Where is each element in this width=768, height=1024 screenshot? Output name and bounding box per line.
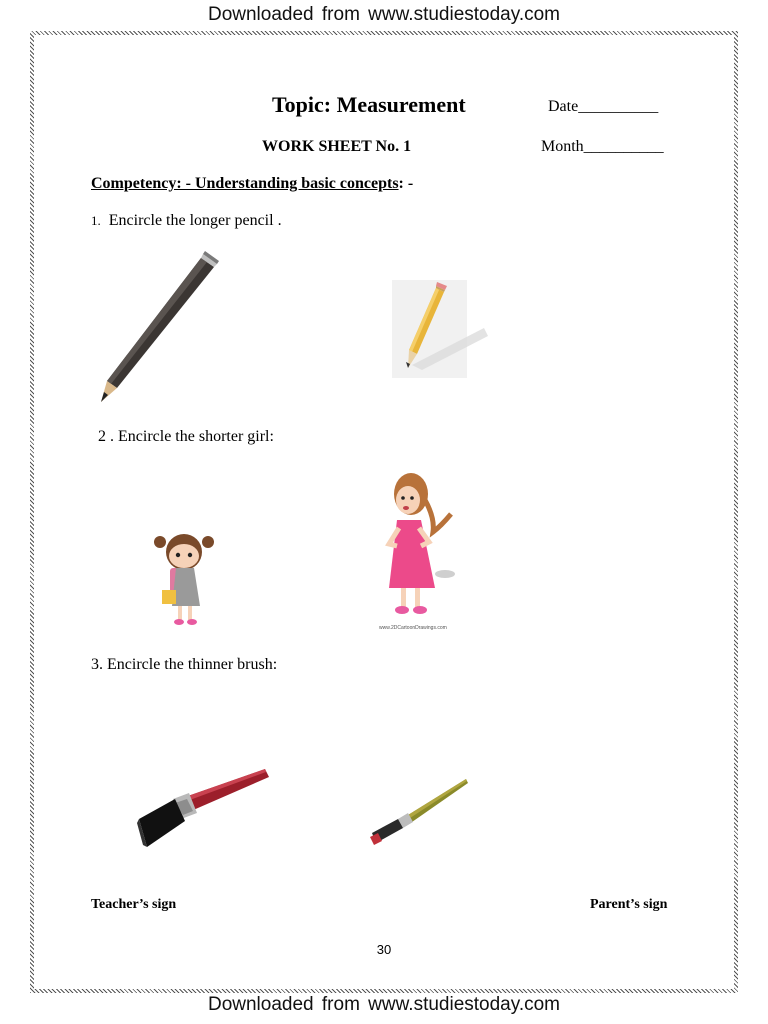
thick-brush-image bbox=[135, 765, 275, 855]
short-girl-image bbox=[148, 530, 220, 630]
long-pencil-image bbox=[95, 250, 225, 410]
parent-sign-label: Parent’s sign bbox=[590, 897, 668, 912]
month-field: Month__________ bbox=[541, 138, 664, 155]
competency-label: Competency: - Understanding basic concepts bbox=[91, 175, 399, 192]
date-field: Date__________ bbox=[548, 98, 659, 115]
competency-suffix: : - bbox=[398, 175, 414, 192]
tall-girl-image bbox=[375, 470, 465, 632]
question-2: 2 . Encircle the shorter girl: bbox=[98, 428, 274, 445]
teacher-sign-label: Teacher’s sign bbox=[91, 897, 177, 912]
worksheet-title: WORK SHEET No. 1 bbox=[262, 138, 412, 155]
thin-brush-image bbox=[368, 775, 473, 850]
question-3: 3. Encircle the thinner brush: bbox=[91, 656, 278, 673]
question-1 bbox=[91, 212, 282, 230]
page-number: 30 bbox=[376, 942, 392, 957]
download-banner-top: Downloaded from www.studiestoday.com bbox=[207, 4, 561, 25]
topic-title: Topic: Measurement bbox=[272, 92, 466, 117]
question-1-text: Encircle the longer pencil . bbox=[108, 212, 282, 229]
download-banner-bottom: Downloaded from www.studiestoday.com bbox=[207, 994, 561, 1015]
short-pencil-image bbox=[392, 280, 492, 380]
question-1-number: 1. bbox=[91, 213, 101, 228]
girl-image-credit: www.2DCartoonDrawings.com bbox=[379, 625, 447, 631]
competency-heading bbox=[91, 175, 413, 193]
